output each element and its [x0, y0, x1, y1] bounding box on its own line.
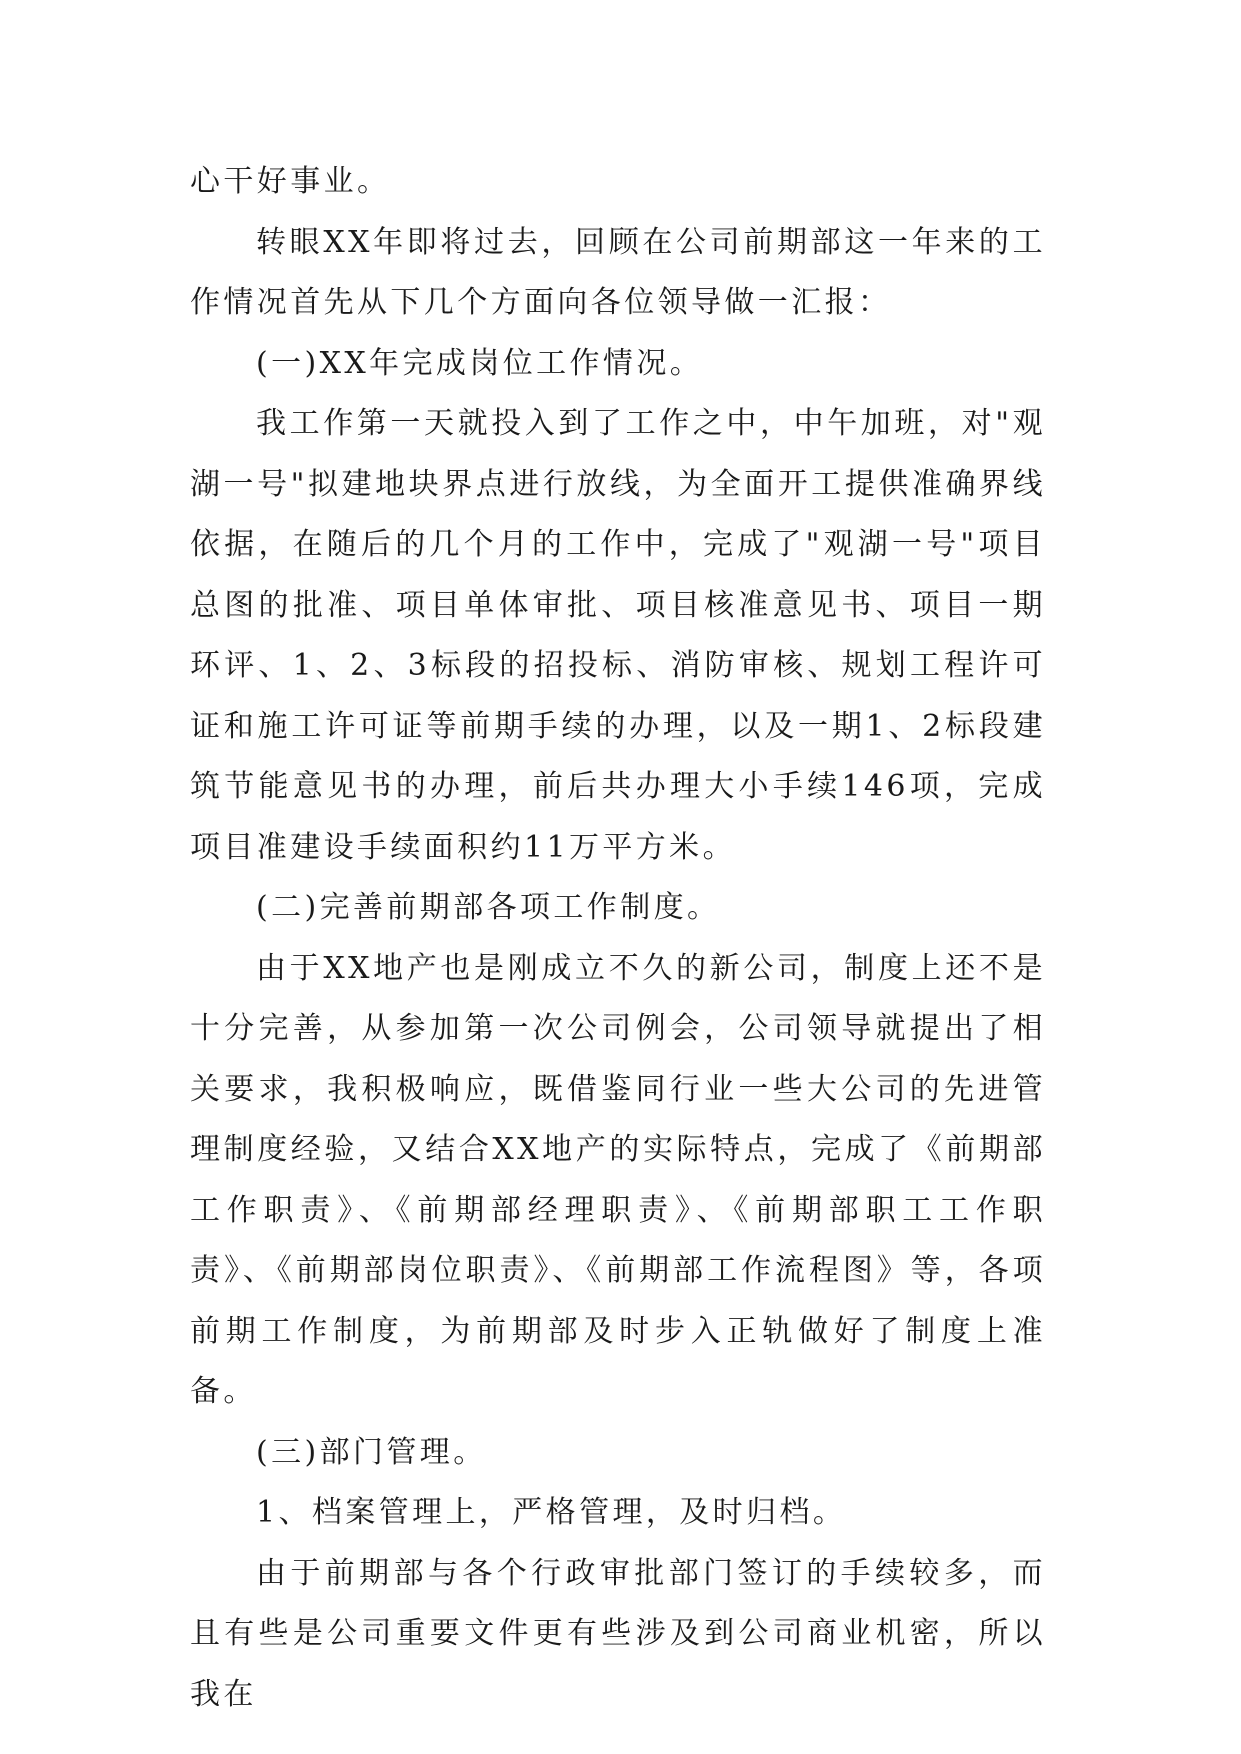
section-heading-3: (三)部门管理。 — [256, 1434, 487, 1470]
section-heading-2: (二)完善前期部各项工作制度。 — [256, 890, 721, 925]
document-body — [190, 152, 1046, 1725]
paragraph-section-2: 由于XX地产也是刚成立不久的新公司，制度上还不是十分完善，从参加第一次公司例会，公司领导就提出了相关要求，我积极响应，既借鉴同行业一些大公司的先进管理制度经验，又结合XX地产的实际特点，完成了《前期部工作职责》、《前期部经理职责》、《前期部职工工作职责》、《前期部岗位职责》、《前期部工作流程图》等，各项前期工作制度，为前期部及时步入正轨做好了制度上准备。 — [190, 950, 1046, 1409]
section-heading-1: (一)XX年完成岗位工作情况。 — [256, 345, 704, 381]
paragraph-archive-management: 由于前期部与各个行政审批部门签订的手续较多，而且有些是公司重要文件更有些涉及到公司商业机密，所以我在 — [190, 1555, 1046, 1712]
paragraph-continuation: 心干好事业。 — [190, 164, 391, 199]
subheading-archive-management: 1、档案管理上，严格管理，及时归档。 — [256, 1495, 847, 1530]
paragraph-intro: 转眼XX年即将过去，回顾在公司前期部这一年来的工作情况首先从下几个方面向各位领导做一汇报： — [190, 224, 1046, 320]
paragraph-section-1: 我工作第一天就投入到了工作之中，中午加班，对"观湖一号"拟建地块界点进行放线，为全面开工提供准确界线依据，在随后的几个月的工作中，完成了"观湖一号"项目总图的批准、项目单体审批、项目核准意见书、项目一期环评、1、2、3标段的招投标、消防审核、规划工程许可证和施工许可证等前期手续的办理，以及一期1、2标段建筑节能意见书的办理，前后共办理大小手续146项，完成项目准建设手续面积约11万平方米。 — [190, 406, 1046, 865]
